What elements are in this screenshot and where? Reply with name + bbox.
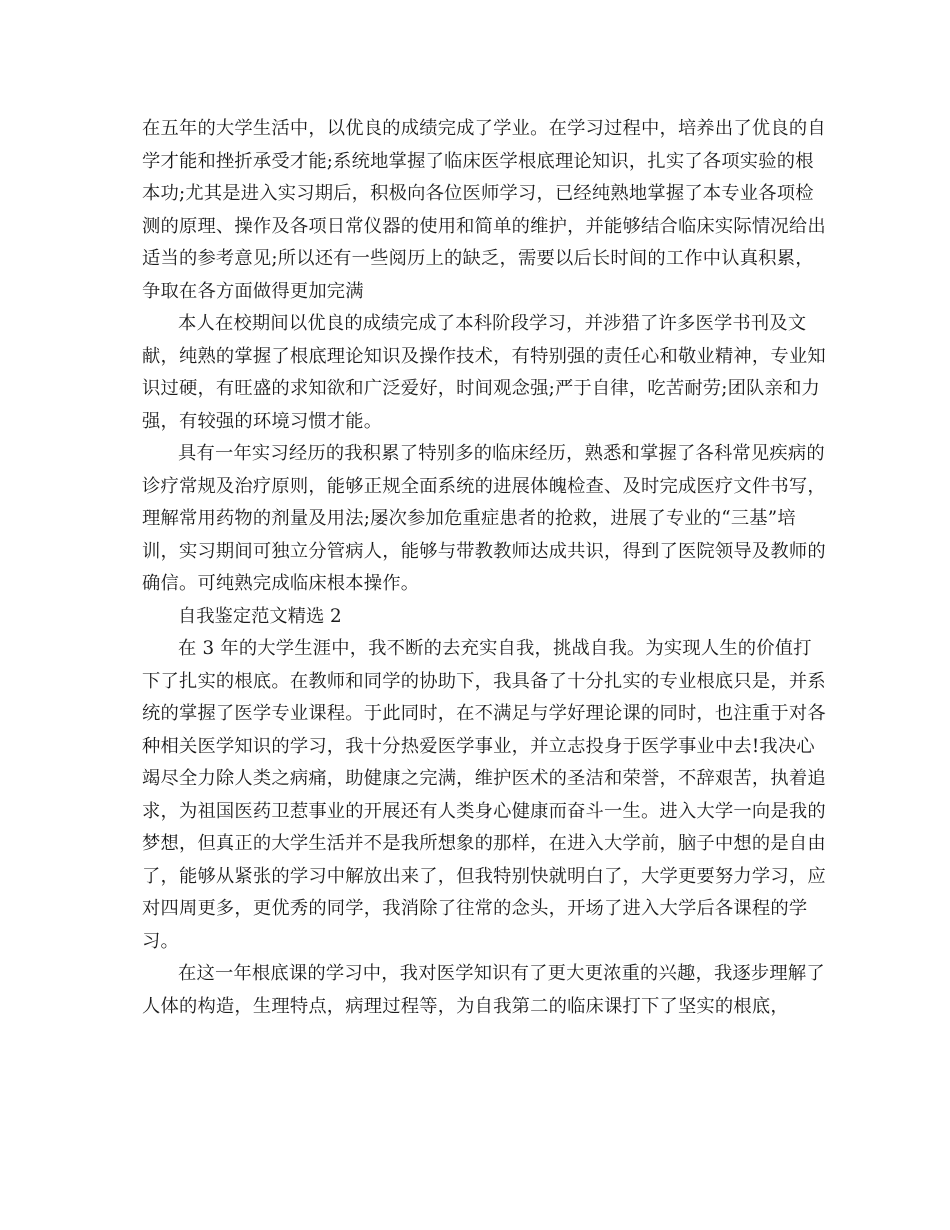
document-body bbox=[142, 113, 827, 1023]
paragraph-2: 本人在校期间以优良的成绩完成了本科阶段学习，并涉猎了许多医学书刊及文献，纯熟的掌握了根底理论知识及操作技术，有特别强的责任心和敬业精神，专业知识过硬，有旺盛的求知欲和广泛爱好，时间观念强;严于自律，吃苦耐劳;团队亲和力强，有较强的环境习惯才能。 bbox=[142, 313, 826, 432]
paragraph-5: 在这一年根底课的学习中，我对医学知识有了更大更浓重的兴趣，我逐步理解了人体的构造，生理特点，病理过程等，为自我第二的临床课打下了坚实的根底， bbox=[142, 963, 825, 1017]
paragraph-4: 在 3 年的大学生涯中，我不断的去充实自我，挑战自我。为实现人生的价值打下了扎实的根底。在教师和同学的协助下，我具备了十分扎实的专业根底只是，并系统的掌握了医学专业课程。于此同时，在不满足与学好理论课的同时，也注重于对各种相关医学知识的学习，我十分热爱医学事业，并立志投身于医学事业中去!我决心竭尽全力除人类之病痛，助健康之完满，维护医术的圣洁和荣誉，不辞艰苦，执着追求，为祖国医药卫惹事业的开展还有人类身心健康而奋斗一生。进入大学一向是我的梦想，但真正的大学生活并不是我所想象的那样，在进入大学前，脑子中想的是自由了，能够从紧张的学习中解放出来了，但我特别快就明白了，大学更要努力学习，应对四周更多，更优秀的同学，我消除了往常的念头，开场了进入大学后各课程的学习。 bbox=[142, 638, 826, 952]
paragraph-1: 在五年的大学生活中，以优良的成绩完成了学业。在学习过程中，培养出了优良的自学才能和挫折承受才能;系统地掌握了临床医学根底理论知识，扎实了各项实验的根本功;尤其是进入实习期后，积极向各位医师学习，已经纯熟地掌握了本专业各项检测的原理、操作及各项日常仪器的使用和简单的维护，并能够结合临床实际情况给出适当的参考意见;所以还有一些阅历上的缺乏，需要以后长时间的工作中认真积累，争取在各方面做得更加完满 bbox=[142, 118, 826, 302]
section-heading: 自我鉴定范文精选 2 bbox=[178, 605, 342, 627]
paragraph-3: 具有一年实习经历的我积累了特别多的临床经历，熟悉和掌握了各科常见疾病的诊疗常规及治疗原则，能够正规全面系统的进展体魄检查、及时完成医疗文件书写，理解常用药物的剂量及用法;屡次参加危重症患者的抢救，进展了专业的“三基”培训，实习期间可独立分管病人，能够与带教教师达成共识，得到了医院领导及教师的确信。可纯熟完成临床根本操作。 bbox=[142, 443, 826, 594]
